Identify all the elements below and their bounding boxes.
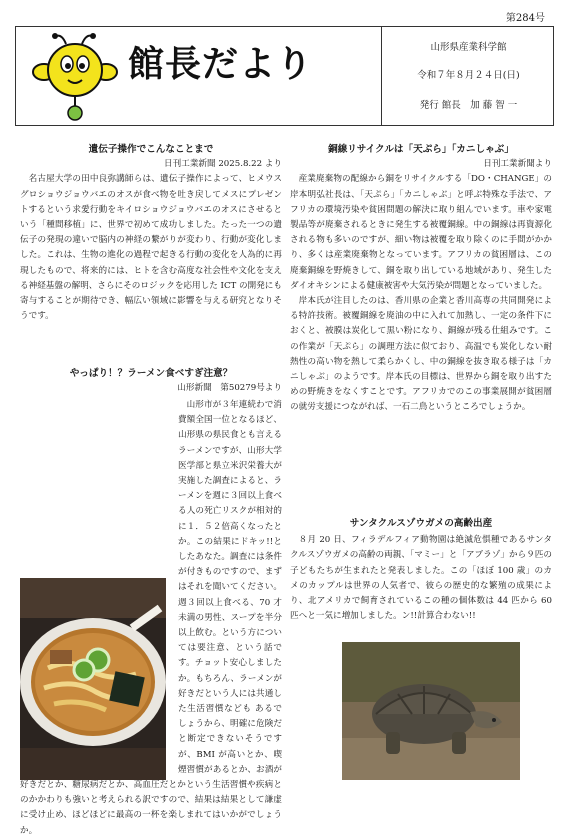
issue-number: 第284号 [505,13,545,24]
article-tortoise [290,516,552,624]
article-title: 遺伝子操作でこんなことまで [88,144,214,155]
museum-name: 山形県産業科学館 [430,42,507,53]
article-paragraph: 名古屋大学の田中良弥講師らは、遺伝子操作によって、ヒメウスグロショウジョウバエのオスが食べ物を吐き戻してメスにプレゼントするという求愛行動をキイロショウジョウバエのオスにさせるという「種間移植」に、世界で初めて成功しました。たった一つの遺伝子の発現の違いで脳内の神経の繋がりが変わり、行動が変化しました。これは、生物の進化の過程で起きる行動の変化を人為的に再現したもので、将来的には、ヒトを含む高度な社会性や文化を支える神経基盤の解明、さらにそのロジックを応用した ICT の開発にも寄与することが期待でき、幅広い領域に影響を与える研究となりそうです。 [20,174,282,322]
article-title: やっぱり！？ラーメン食べすぎ注意？ [69,368,233,379]
header-divider [381,27,382,125]
article-gene-editing [20,142,282,324]
article-paragraph: 山形市が３年連続わで消費額全国一位となるほど、山形県の県民食とも言えるラーメンですが、山形大学医学部と県立米沢栄養大が実施した調査によると、ラーメンを週に３回以上食べる人の死亡リスクが相対的に１．５２倍高くなったとか。この結果にドキッ!!としたあなた。調査には条件が付きものですので、まずはそれを聞いてください。週３回以上食べる、70 才未満の男性、スープを半分以上飲む。という方については要注意、という話です。チョット安心しましたか。もちろん、ラーメンが好きだという人には共通した生活習慣なども あるでしょうから、明確に危険だと断定できないそうですが、BMI が高いとか、喫煙習慣があるとか、お酒が好きだとか、糖尿病だとか、高血圧だとかという生活習慣や疾病とのかかわりも強いと考えられる訳ですので、結果は結果として謙虚に受け止め、ほどほどに最高の一杯を楽しまれてはいかがでしょうか。 [20,400,282,836]
masthead-title: 館長だより [128,44,314,85]
giant-tortoise-photo [342,642,520,780]
ramen-bowl-photo [20,578,166,780]
article-source: 日刊工業新聞 2025.8.22 より [164,159,282,170]
bee-mascot-icon [32,30,118,122]
article-source: 日刊工業新聞より [483,159,552,170]
article-ramen [20,366,282,396]
issue-date: 令和７年８月２４日(日) [417,70,520,81]
publisher-line: 発行 館長 加 藤 智 一 [419,100,518,111]
article-source: 山形新聞 第50279号より [177,383,282,394]
article-paragraph: 産業廃棄物の配線から銅をリサイクルする「DO・CHANGE」の岸本明弘社長は、「天ぷら」「カニしゃぶ」と呼ぶ特殊な手法で、アフリカの環境汚染や貧困問題の解決に取り組んでいます。車や家電製品等が廃棄されるときに発生する被覆銅線。中の銅線は再資源化される物も多いのですが、細い物は被覆を取り除くのに手間がかかり、多くは産業廃棄物となっています。アフリカの貧困層は、この廃棄銅線を野焼きして、銅を取り出している地域があり、発生したダイオキシンによる健康被害や大気汚染が問題となっていました。 [290,174,552,291]
article-paragraph: ８月 20 日、フィラデルフィア動物園は絶滅危惧種であるサンタクルスゾウガメの高齢の両親、「マミー」と「アブラゾ」から９匹の子どもたちが生まれたと発表しました。この「ほぼ 100 歳」のカメのカップルは世界の人気者で、彼らの歴史的な繁殖の成果により、北アメリカで飼育されているこの種の個体数は 44 匹から 60 匹へと一気に増加しました。ン!!計算合わない!! [290,535,552,622]
article-paragraph: 岸本氏が注目したのは、香川県の企業と香川高専の共同開発による特許技術。被覆銅線を廃油の中に入れて加熱し、一定の条件下におくと、被膜は炭化して黒い粉になり、銅線が残る仕組みです。この作業が「天ぷら」の調理方法に似ており、高温でも炭化しない耐熱性の高い物を熱して柔らかくし、中の銅線を抜き取る様子は「カニしゃぶ」のようです。岸本氏の目標は、世界から銅を取り出すための野焼きをなくすことです。アフリカでのこの事業展開が貧困層の就労支援につながれば、一石二鳥というところでしょうか。 [290,296,552,413]
article-title: 銅線リサイクルは「天ぷら」「カニしゃぶ」 [328,144,514,155]
article-title: サンタクルスゾウガメの高齢出産 [349,518,493,529]
article-copper-recycling [290,142,552,416]
